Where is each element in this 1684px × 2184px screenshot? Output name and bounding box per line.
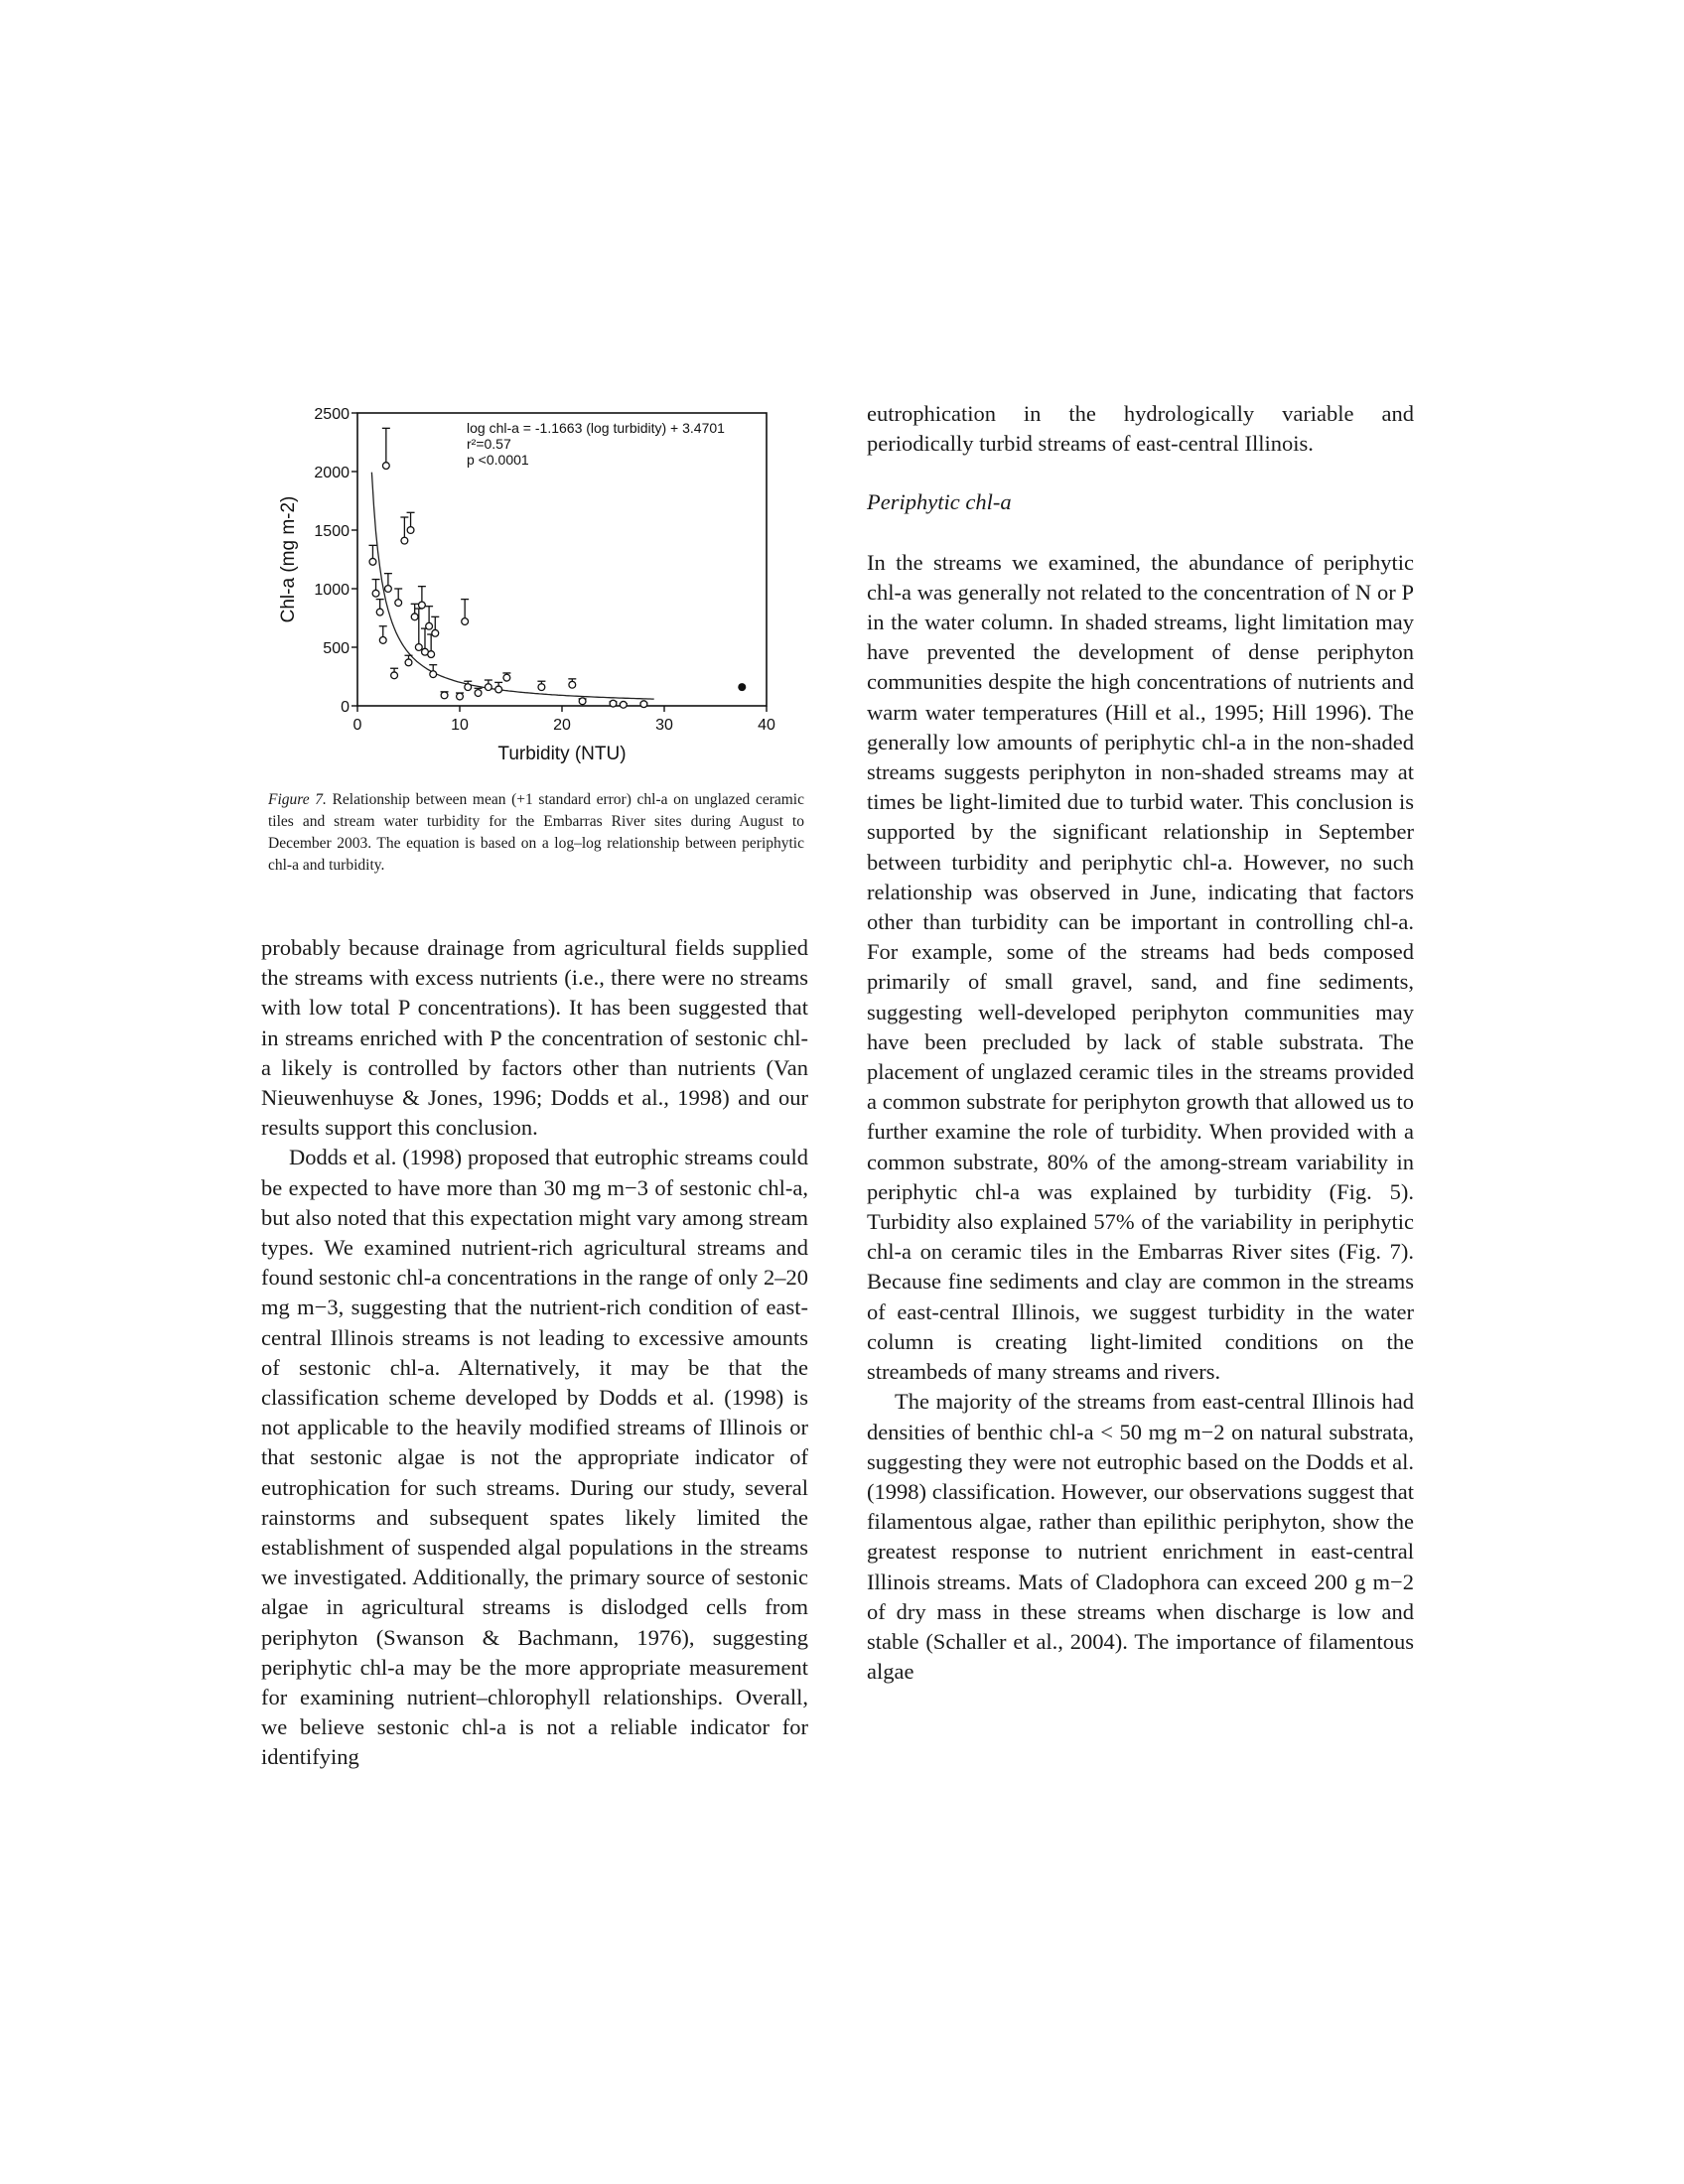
y-axis-label: Chl-a (mg m-2) xyxy=(278,495,299,623)
caption-text: Relationship between mean (+1 standard error) chl-a on unglazed ceramic tiles and stream water turbidity for the Embarras River sites during August to December 2003. The equation is based on a log–log relationship between periphytic chl-a and turbidity. xyxy=(268,791,804,874)
right-text-column xyxy=(867,399,1414,1687)
x-tick-label: 10 xyxy=(451,717,469,734)
data-point xyxy=(494,682,502,692)
data-point xyxy=(411,604,419,619)
y-tick-label: 2000 xyxy=(314,465,350,481)
point-marker xyxy=(372,590,379,597)
data-point xyxy=(456,693,464,700)
point-marker xyxy=(475,690,482,697)
data-point xyxy=(464,681,472,690)
data-points-layer xyxy=(368,428,746,708)
equation-annotation: log chl-a = -1.1663 (log turbidity) + 3.4701 xyxy=(467,420,725,436)
data-point xyxy=(421,628,429,655)
point-marker xyxy=(411,614,418,620)
paragraph-continuation: eutrophication in the hydrologically variable and periodically turbid streams of east-central Illinois. xyxy=(867,401,1414,457)
paragraph: In the streams we examined, the abundance of periphytic chl-a was generally not related to the concentration of N or P in the water column. In shaded streams, light limitation may have prevented the development of dense periphyton communities despite the high concentrations of nutrients and warm water temperatures (Hill et al., 1995; Hill 1996). The generally low amounts of periphytic chl-a in the non-shaded streams suggests periphyton in non-shaded streams may at times be light-limited due to turbid water. This conclusion is supported by the significant relationship in September between turbidity and periphytic chl-a. However, no such relationship was observed in June, indicating that factors other than turbidity can be important in controlling chl-a. For example, some of the streams had beds composed primarily of small gravel, sand, and fine sediments, suggesting well-developed periphyton communities may have been precluded by lack of stable substrata. The placement of unglazed ceramic tiles in the streams provided a common substrate for periphyton growth that allowed us to further examine the role of turbidity. When provided with a common substrate, 80% of the among-stream variability in periphytic chl-a was explained by turbidity (Fig. 5). Turbidity also explained 57% of the variability in periphytic chl-a on ceramic tiles in the Embarras River sites (Fig. 7). Because fine sediments and clay are common in the streams of east-central Illinois, we suggest turbidity in the water column is creating light-limited conditions on the streambeds of many streams and rivers. xyxy=(867,549,1414,1385)
point-marker xyxy=(415,644,422,651)
data-point xyxy=(384,574,392,593)
point-marker xyxy=(457,693,464,700)
data-point xyxy=(427,634,435,657)
data-point xyxy=(502,673,510,681)
x-axis-label: Turbidity (NTU) xyxy=(497,744,627,764)
data-point xyxy=(372,580,380,598)
point-marker xyxy=(418,602,425,609)
point-marker xyxy=(738,683,746,691)
point-marker xyxy=(385,586,392,593)
equation-annotation: p <0.0001 xyxy=(467,452,529,468)
data-point xyxy=(568,679,576,688)
fit-curve-layer xyxy=(371,473,653,699)
point-marker xyxy=(376,609,383,615)
y-tick-label: 2500 xyxy=(314,406,350,423)
data-point xyxy=(425,607,433,629)
data-point xyxy=(394,589,402,607)
figure-label: Figure 7. xyxy=(268,791,327,808)
y-tick-label: 0 xyxy=(341,699,350,716)
data-point xyxy=(738,683,746,691)
data-point xyxy=(620,701,628,708)
data-point xyxy=(390,668,398,678)
data-point xyxy=(475,688,483,696)
section-heading: Periphytic chl-a xyxy=(867,489,1012,515)
data-point xyxy=(485,680,492,690)
point-marker xyxy=(620,701,627,708)
fit-curve xyxy=(371,473,653,699)
data-point xyxy=(537,681,545,690)
point-marker xyxy=(538,684,545,691)
y-tick-label: 500 xyxy=(323,640,350,657)
data-point xyxy=(418,587,426,609)
figure-caption xyxy=(268,789,804,877)
data-point xyxy=(579,698,587,705)
point-marker xyxy=(495,686,502,693)
point-marker xyxy=(430,671,437,678)
point-marker xyxy=(503,674,510,681)
point-marker xyxy=(395,600,402,607)
point-marker xyxy=(379,637,386,644)
equation-annotation: r²=0.57 xyxy=(467,436,511,452)
data-point xyxy=(610,700,618,707)
data-point xyxy=(379,626,387,644)
point-marker xyxy=(462,618,469,625)
data-point xyxy=(461,600,469,625)
paragraph: Dodds et al. (1998) proposed that eutrophic streams could be expected to have more than 30 mg m−3 of sestonic chl-a, but also noted that this expectation might vary among stream types. We examined nutrient-rich agricultural streams and found sestonic chl-a concentrations in the range of only 2–20 mg m−3, suggesting that the nutrient-rich condition of east-central Illinois streams is not leading to excessive amounts of sestonic chl-a. Alternatively, it may be that the classification scheme developed by Dodds et al. (1998) is not applicable to the heavily modified streams of Illinois or that sestonic algae is not the appropriate indicator of eutrophication for such streams. During our study, several rainstorms and subsequent spates likely limited the establishment of suspended algal populations in the streams we investigated. Additionally, the primary source of sestonic algae in agricultural streams is dislodged cells from periphyton (Swanson & Bachmann, 1976), suggesting periphytic chl-a may be the more appropriate measurement for examining nutrient–chlorophyll relationships. Overall, we believe sestonic chl-a is not a reliable indicator for identifying xyxy=(261,1145,808,1770)
point-marker xyxy=(465,684,472,691)
point-marker xyxy=(640,701,647,708)
y-tick-label: 1500 xyxy=(314,523,350,540)
x-tick-label: 40 xyxy=(758,717,775,734)
paragraph: The majority of the streams from east-central Illinois had densities of benthic chl-a < 50 mg m−2 on natural substrata, suggesting they were not eutrophic based on the Dodds et al. (1998) classification. However, our observations suggest that filamentous algae, rather than epilithic periphyton, show the greatest response to nutrient enrichment in east-central Illinois streams. Mats of Cladophora can exceed 200 g m−2 of dry mass in these streams when discharge is low and stable (Schaller et al., 2004). The importance of filamentous algae xyxy=(867,1389,1414,1685)
point-marker xyxy=(391,672,398,679)
point-marker xyxy=(610,700,617,707)
data-point xyxy=(382,428,390,469)
point-marker xyxy=(407,527,414,534)
point-marker xyxy=(401,537,408,544)
y-tick-label: 1000 xyxy=(314,582,350,599)
point-marker xyxy=(369,558,376,565)
data-point xyxy=(639,701,647,708)
left-text-column xyxy=(261,933,808,1773)
point-marker xyxy=(405,659,412,666)
point-marker xyxy=(441,692,448,699)
annotation-layer xyxy=(467,420,725,468)
data-point xyxy=(441,692,449,699)
x-tick-label: 0 xyxy=(352,717,362,734)
point-marker xyxy=(428,651,435,658)
data-point xyxy=(368,545,376,565)
point-marker xyxy=(569,681,576,688)
x-tick-label: 20 xyxy=(553,717,571,734)
x-tick-label: 30 xyxy=(655,717,673,734)
data-point xyxy=(376,600,384,615)
point-marker xyxy=(485,684,491,691)
point-marker xyxy=(579,698,586,705)
paragraph: probably because drainage from agricultural fields supplied the streams with excess nutrients (i.e., there were no streams with low total P concentrations). It has been suggested that in streams enriched with P the concentration of sestonic chl-a likely is controlled by factors other than nutrients (Van Nieuwenhuyse & Jones, 1996; Dodds et al., 1998) and our results support this conclusion. xyxy=(261,935,808,1141)
figure-7-chart xyxy=(268,405,804,782)
point-marker xyxy=(382,463,389,470)
data-point xyxy=(407,512,415,533)
plot-frame xyxy=(357,413,767,706)
point-marker xyxy=(432,629,439,636)
point-marker xyxy=(426,622,433,629)
